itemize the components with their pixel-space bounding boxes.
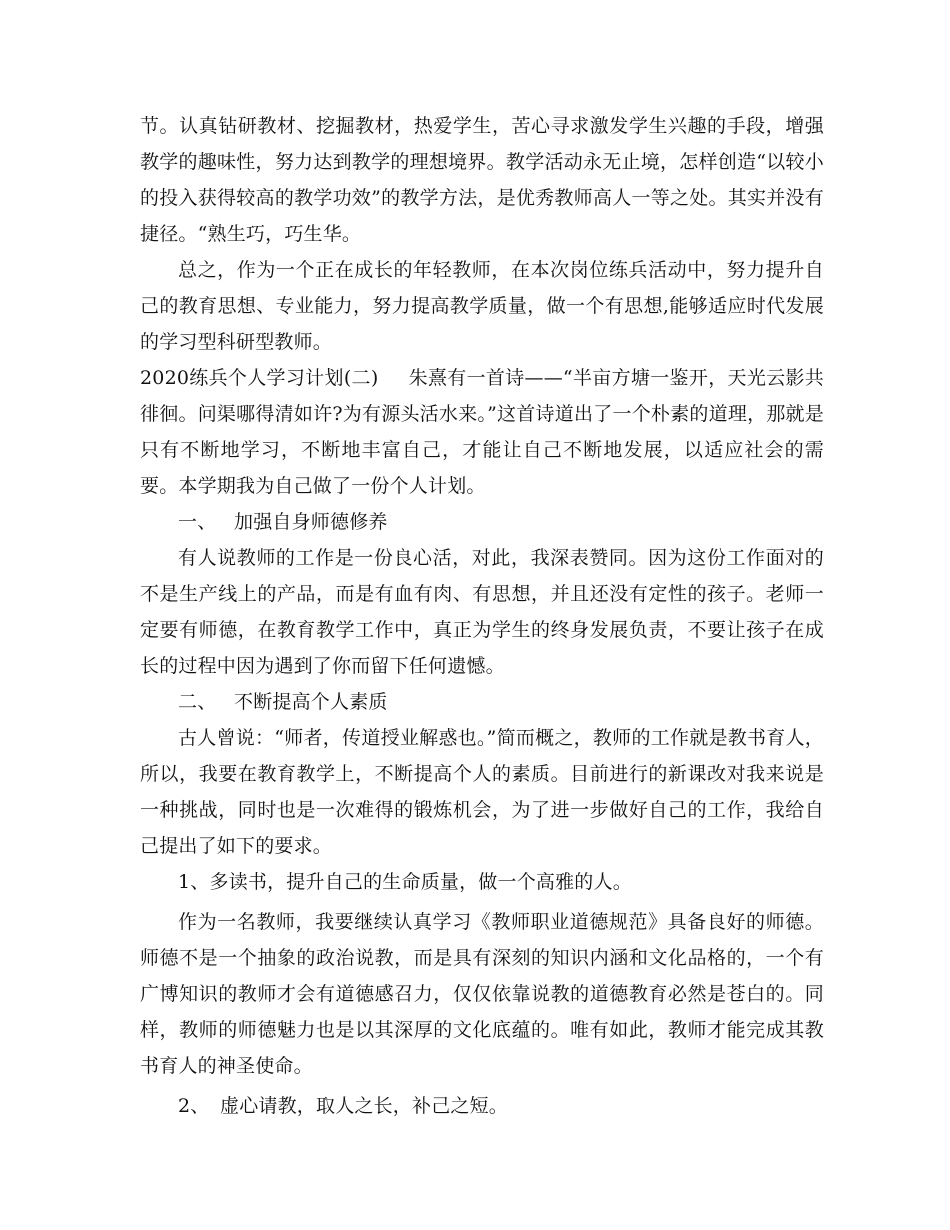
heading-ethics [140,504,824,540]
paragraph-continuation: 节。认真钻研教材、挖掘教材，热爱学生，苦心寻求激发学生兴趣的手段，增强教学的趣味性，努力达到教学的理想境界。教学活动永无止境，怎样创造“以较小的投入获得较高的教学功效”的教学方法，是优秀教师高人一等之处。其实并没有捷径。“熟生巧，巧生华。 [140,115,824,245]
paragraph-reading: 作为一名教师，我要继续认真学习《教师职业道德规范》具备良好的师德。师德不是一个抽象的政治说教，而是具有深刻的知识内涵和文化品格的，一个有广博知识的教师才会有道德感召力，仅仅依靠说教的道德教育必然是苍白的。同样，教师的师德魅力也是以其深厚的文化底蕴的。唯有如此，教师才能完成其教书育人的神圣使命。 [140,911,824,1077]
heading-ethics-number: 一、 [178,511,217,533]
list-item-reading: 1、多读书，提升自己的生命质量，做一个高雅的人。 [178,871,632,893]
paragraph-ethics: 有人说教师的工作是一份良心活，对此，我深表赞同。因为这份工作面对的不是生产线上的产品，而是有血有肉、有思想，并且还没有定性的孩子。老师一定要有师德，在教育教学工作中，真正为学生的终身发展负责，不要让孩子在成长的过程中因为遇到了你而留下任何遗憾。 [140,547,824,677]
section-title: 2020练兵个人学习计划(二) [140,367,379,389]
heading-ethics-text: 加强自身师德修养 [234,511,388,533]
heading-quality-number: 二、 [178,691,217,713]
paragraph-conclusion: 总之，作为一个正在成长的年轻教师，在本次岗位练兵活动中，努力提升自己的教育思想、专业能力，努力提高教学质量，做一个有思想,能够适应时代发展的学习型科研型教师。 [140,259,824,353]
list-item-learn [140,1088,824,1124]
list-item-learn-text: 虚心请教，取人之长，补己之短。 [220,1095,509,1117]
paragraph-plan-intro [140,360,824,504]
paragraph-quality: 古人曾说：“师者，传道授业解惑也。”简而概之，教师的工作就是教书育人，所以，我要在教育教学上，不断提高个人的素质。目前进行的新课改对我来说是一种挑战，同时也是一次难得的锻炼机会，为了进一步做好自己的工作，我给自己提出了如下的要求。 [140,727,824,857]
heading-quality-text: 不断提高个人素质 [234,691,388,713]
heading-quality [140,684,824,720]
document-page [140,108,824,1124]
paragraph-plan-intro-text: 朱熹有一首诗——“半亩方塘一鉴开，天光云影共徘徊。问渠哪得清如许?为有源头活水来。”这首诗道出了一个朴素的道理，那就是只有不断地学习，不断地丰富自己，才能让自己不断地发展，以适应社会的需要。本学期我为自己做了一份个人计划。 [140,367,824,497]
list-item-learn-number: 2、 [178,1095,210,1117]
